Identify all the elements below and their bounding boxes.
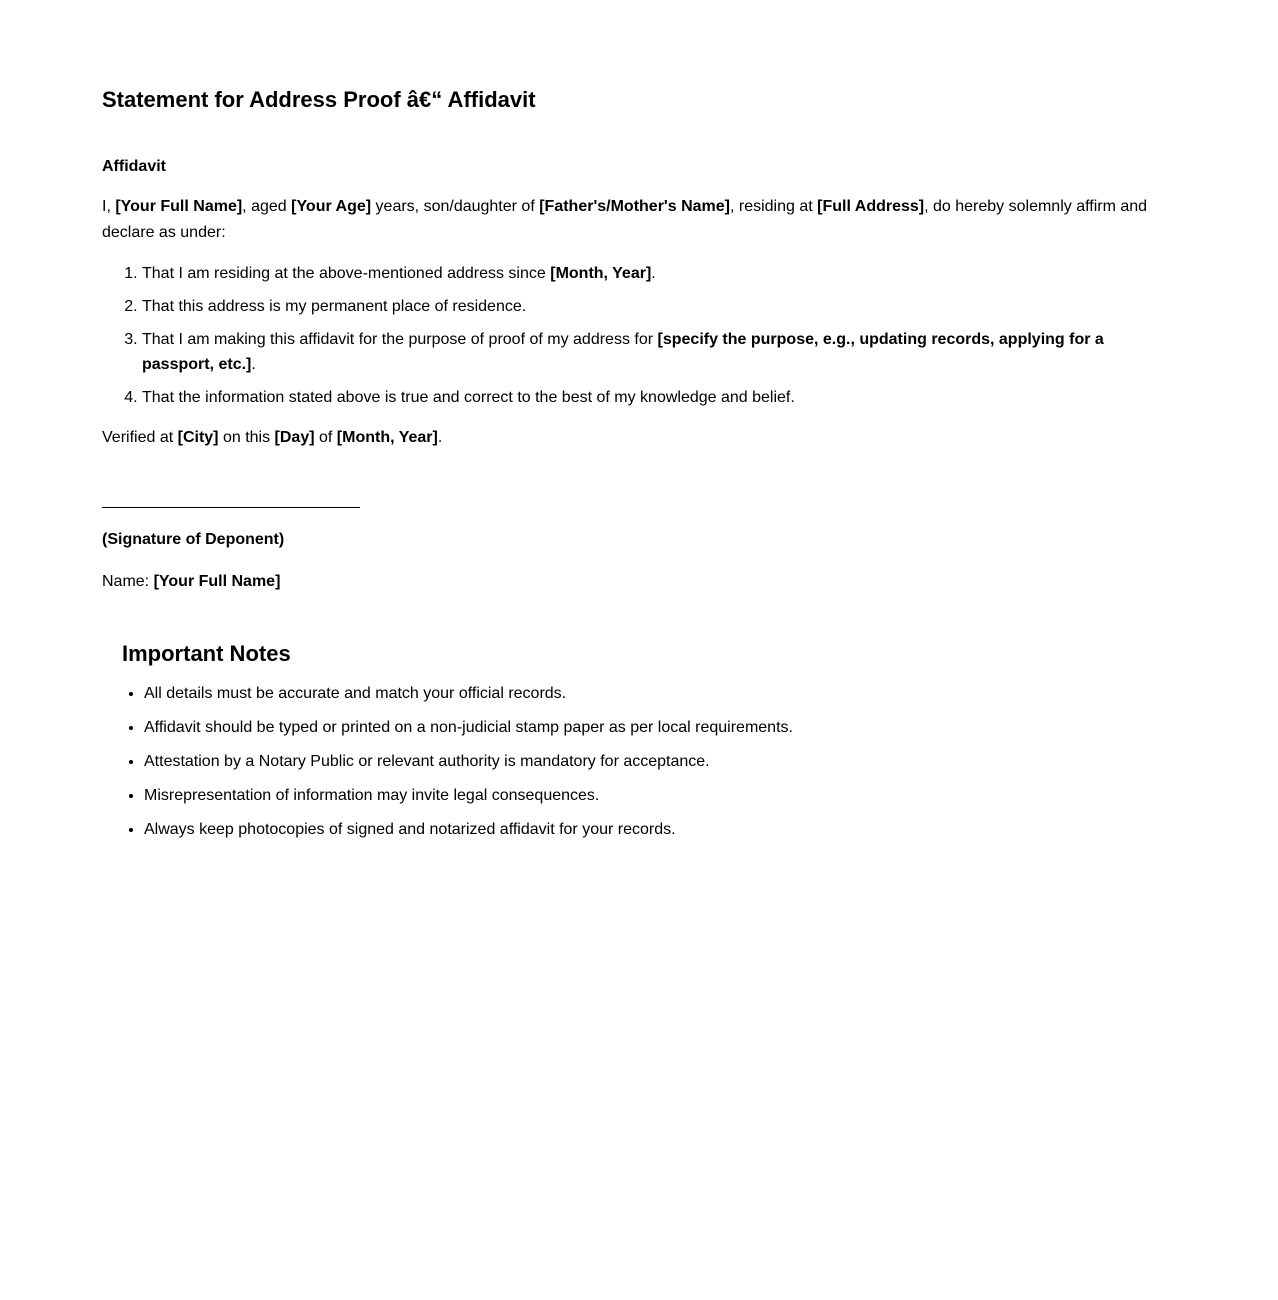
note-item: • Always keep photocopies of signed and notarized affidavit for your records. bbox=[144, 817, 1176, 843]
verified-text: . bbox=[437, 429, 443, 446]
clause-placeholder: [specify the purpose, e.g., updating records, applying for a passport, etc.] bbox=[142, 331, 1104, 373]
signature-line bbox=[102, 507, 360, 508]
notes-list bbox=[122, 681, 1176, 843]
declaration-clauses bbox=[102, 261, 1152, 410]
intro-paragraph bbox=[102, 194, 1162, 246]
note-item: • Misrepresentation of information may invite legal consequences. bbox=[144, 783, 1176, 809]
deponent-name-line bbox=[102, 569, 1176, 595]
clause-end: . bbox=[651, 265, 656, 282]
clause-text: That I am making this affidavit for the purpose of proof of my address for bbox=[142, 331, 658, 348]
clause-item bbox=[142, 385, 1152, 410]
placeholder-full-address: [Full Address] bbox=[817, 198, 925, 215]
section-label-affidavit: Affidavit bbox=[102, 158, 166, 175]
verified-text: Verified at bbox=[102, 429, 178, 446]
clause-item bbox=[142, 294, 1152, 319]
clause-text: That I am residing at the above-mentioned address since bbox=[142, 265, 551, 282]
intro-text: I, bbox=[102, 198, 116, 215]
note-item: • Attestation by a Notary Public or relevant authority is mandatory for acceptance. bbox=[144, 749, 1176, 775]
page-title: Statement for Address Proof â€“ Affidavit bbox=[102, 87, 536, 112]
verified-text: on this bbox=[218, 429, 275, 446]
name-label: Name: bbox=[102, 573, 154, 590]
intro-text: , aged bbox=[242, 198, 292, 215]
verification-line bbox=[102, 425, 1162, 451]
clause-item bbox=[142, 327, 1152, 377]
placeholder-age: [Your Age] bbox=[291, 198, 372, 215]
intro-text: , residing at bbox=[729, 198, 818, 215]
placeholder-day: [Day] bbox=[274, 429, 315, 446]
note-item: • Affidavit should be typed or printed on a non-judicial stamp paper as per local requirements. bbox=[144, 715, 1176, 741]
placeholder-deponent-name: [Your Full Name] bbox=[153, 573, 281, 590]
placeholder-month-year: [Month, Year] bbox=[336, 429, 438, 446]
signature-caption: (Signature of Deponent) bbox=[102, 531, 285, 548]
clause-text: That the information stated above is true and correct to the best of my knowledge and belief. bbox=[142, 389, 795, 406]
clause-end: . bbox=[251, 356, 256, 373]
notes-heading: Important Notes bbox=[122, 641, 291, 666]
note-item: • All details must be accurate and match your official records. bbox=[144, 681, 1176, 707]
intro-text: years, son/daughter of bbox=[371, 198, 540, 215]
clause-placeholder: [Month, Year] bbox=[550, 265, 652, 282]
placeholder-full-name: [Your Full Name] bbox=[115, 198, 243, 215]
clause-text: That this address is my permanent place of residence. bbox=[142, 298, 527, 315]
placeholder-parent-name: [Father's/Mother's Name] bbox=[539, 198, 730, 215]
clause-item bbox=[142, 261, 1152, 286]
intro-text: , do hereby solemnly affirm and declare as under: bbox=[102, 198, 1148, 241]
important-notes-section bbox=[102, 639, 1176, 843]
placeholder-city: [City] bbox=[177, 429, 219, 446]
verified-text: of bbox=[314, 429, 337, 446]
